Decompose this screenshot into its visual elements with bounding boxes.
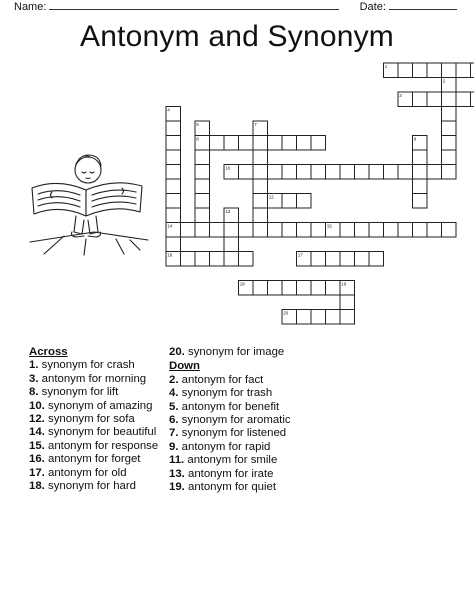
crossword-cell[interactable] xyxy=(326,281,341,296)
list-item xyxy=(169,401,309,414)
clue-text: synonym for lift xyxy=(41,386,119,399)
crossword-cell[interactable] xyxy=(166,194,181,209)
crossword-cell[interactable] xyxy=(239,136,254,151)
crossword-cell[interactable] xyxy=(282,136,297,151)
crossword-cell[interactable] xyxy=(413,63,428,78)
list-item xyxy=(29,400,159,413)
clue-number-label: 9 xyxy=(413,136,417,142)
crossword-cell[interactable] xyxy=(427,165,442,180)
crossword-cell[interactable] xyxy=(195,179,210,194)
crossword-cell[interactable] xyxy=(224,237,239,252)
crossword-cell[interactable] xyxy=(253,150,268,165)
crossword-cell[interactable] xyxy=(297,194,312,209)
crossword-cell[interactable] xyxy=(311,136,326,151)
clue-text: antonym for irate xyxy=(188,467,274,480)
clue-text: synonym for crash xyxy=(41,359,135,372)
clue-text: synonym for hard xyxy=(48,480,137,493)
crossword-cell[interactable] xyxy=(166,252,181,267)
crossword-cell[interactable] xyxy=(340,252,355,267)
across-list xyxy=(29,359,159,493)
clue-text: synonym for sofa xyxy=(48,413,135,426)
date-label: Date: xyxy=(359,1,386,13)
down-list xyxy=(169,374,309,495)
crossword-cell[interactable] xyxy=(181,223,196,238)
crossword-cell[interactable] xyxy=(195,208,210,223)
crossword-cell[interactable] xyxy=(311,281,326,296)
list-item xyxy=(169,346,309,359)
crossword-cell[interactable] xyxy=(340,223,355,238)
crossword-cell[interactable] xyxy=(166,107,181,122)
crossword-cell[interactable] xyxy=(268,194,283,209)
crossword-cell[interactable] xyxy=(471,92,474,107)
crossword-cell[interactable] xyxy=(297,165,312,180)
crossword-cell[interactable] xyxy=(326,252,341,267)
clue-text: synonym for image xyxy=(188,346,285,358)
crossword-cell[interactable] xyxy=(442,223,457,238)
crossword-cell[interactable] xyxy=(355,165,370,180)
list-item xyxy=(29,413,159,426)
clue-text: antonym for benefit xyxy=(181,400,280,413)
clue-number: 20. xyxy=(169,346,185,358)
crossword-cell[interactable] xyxy=(311,310,326,325)
crossword-cell[interactable] xyxy=(282,310,297,325)
list-item xyxy=(169,468,309,481)
crossword-cell[interactable] xyxy=(384,165,399,180)
clue-text: antonym for response xyxy=(48,439,159,452)
crossword-cell[interactable] xyxy=(297,281,312,296)
clue-number-label: 16 xyxy=(167,252,173,258)
crossword-cell[interactable] xyxy=(166,208,181,223)
crossword-cell[interactable] xyxy=(253,179,268,194)
clue-number: 12. xyxy=(29,413,45,426)
clue-number: 5. xyxy=(169,400,179,413)
list-item xyxy=(169,387,309,400)
crossword-cell[interactable] xyxy=(166,223,181,238)
crossword-cell[interactable] xyxy=(398,223,413,238)
crossword-cell[interactable] xyxy=(224,136,239,151)
crossword-cell[interactable] xyxy=(384,63,399,78)
crossword-cell[interactable] xyxy=(166,179,181,194)
crossword-cell[interactable] xyxy=(195,150,210,165)
crossword-cell[interactable] xyxy=(253,194,268,209)
clue-number: 15. xyxy=(29,439,45,452)
list-item xyxy=(169,481,309,494)
crossword-cell[interactable] xyxy=(181,252,196,267)
crossword-cell[interactable] xyxy=(282,223,297,238)
list-item xyxy=(169,454,309,467)
clue-number: 10. xyxy=(29,399,45,412)
crossword-cell[interactable] xyxy=(427,223,442,238)
crossword-cell[interactable] xyxy=(195,194,210,209)
clue-number-label: 1 xyxy=(384,64,388,70)
list-item xyxy=(29,386,159,399)
crossword-cell[interactable] xyxy=(340,165,355,180)
clue-number-label: 6 xyxy=(196,122,199,128)
crossword-cell[interactable] xyxy=(311,223,326,238)
list-item xyxy=(29,480,159,493)
clue-number: 6. xyxy=(169,414,179,427)
crossword-cell[interactable] xyxy=(224,165,239,180)
crossword-cell[interactable] xyxy=(311,252,326,267)
crossword-cell[interactable] xyxy=(369,165,384,180)
down-heading: Down xyxy=(169,360,201,373)
crossword-cell[interactable] xyxy=(210,136,225,151)
clue-number-label: 17 xyxy=(297,252,303,258)
crossword-cell[interactable] xyxy=(253,281,268,296)
page-title: Antonym and Synonym xyxy=(80,20,394,53)
crossword-cell[interactable] xyxy=(442,165,457,180)
crossword-cell[interactable] xyxy=(253,165,268,180)
crossword-cell[interactable] xyxy=(398,63,413,78)
crossword-cell[interactable] xyxy=(369,252,384,267)
crossword-cell[interactable] xyxy=(253,223,268,238)
list-item xyxy=(29,467,159,480)
clue-number: 4. xyxy=(169,387,179,400)
clue-number: 18. xyxy=(29,480,45,493)
crossword-cell[interactable] xyxy=(398,165,413,180)
crossword-cell[interactable] xyxy=(166,136,181,151)
clue-number-label: 2 xyxy=(442,78,446,84)
crossword-cell[interactable] xyxy=(355,223,370,238)
crossword-cell[interactable] xyxy=(297,310,312,325)
clue-number-label: 15 xyxy=(326,223,332,229)
crossword-cell[interactable] xyxy=(413,150,428,165)
header-line xyxy=(14,0,457,13)
crossword-cell[interactable] xyxy=(268,223,283,238)
clue-number: 1. xyxy=(29,359,39,372)
date-field[interactable] xyxy=(389,0,457,10)
crossword-cell[interactable] xyxy=(210,252,225,267)
crossword-cell[interactable] xyxy=(427,92,442,107)
crossword-cell[interactable] xyxy=(297,252,312,267)
crossword-cell[interactable] xyxy=(166,165,181,180)
across-heading: Across xyxy=(29,346,68,358)
crossword-cell[interactable] xyxy=(253,136,268,151)
list-item xyxy=(29,453,159,466)
crossword-cell[interactable] xyxy=(224,208,239,223)
list-item xyxy=(169,441,309,454)
clue-text: antonym for smile xyxy=(187,454,278,467)
crossword-cell[interactable] xyxy=(340,310,355,325)
crossword-cell[interactable] xyxy=(239,252,254,267)
crossword-cell[interactable] xyxy=(195,121,210,136)
crossword-cell[interactable] xyxy=(340,295,355,310)
clue-number: 2. xyxy=(169,373,179,386)
crossword-cell[interactable] xyxy=(384,223,399,238)
crossword-cell[interactable] xyxy=(268,281,283,296)
down-clues xyxy=(169,346,309,494)
list-item xyxy=(29,373,159,386)
crossword-cell[interactable] xyxy=(253,121,268,136)
list-item xyxy=(29,440,159,453)
crossword-cell[interactable] xyxy=(413,92,428,107)
clue-number: 7. xyxy=(169,427,179,440)
child-reading-illustration xyxy=(24,144,154,256)
clue-number-label: 14 xyxy=(167,223,173,229)
crossword-cell[interactable] xyxy=(311,165,326,180)
clue-number-label: 4 xyxy=(167,107,170,113)
crossword-cell[interactable] xyxy=(253,208,268,223)
crossword-cell[interactable] xyxy=(282,281,297,296)
crossword-cell[interactable] xyxy=(413,179,428,194)
crossword-cell[interactable] xyxy=(297,136,312,151)
across-clues xyxy=(29,346,159,493)
crossword-cell[interactable] xyxy=(166,150,181,165)
crossword-cell[interactable] xyxy=(442,121,457,136)
crossword-cell[interactable] xyxy=(239,165,254,180)
crossword-cell[interactable] xyxy=(268,136,283,151)
clue-text: antonym for forget xyxy=(48,453,141,466)
clue-text: synonym for beautiful xyxy=(48,426,157,439)
crossword-cell[interactable] xyxy=(427,63,442,78)
clue-number-label: 19 xyxy=(341,281,347,287)
clue-number-label: 7 xyxy=(254,122,257,128)
clue-number-label: 8 xyxy=(196,136,199,142)
list-item xyxy=(169,374,309,387)
clue-text: antonym for fact xyxy=(181,373,264,386)
crossword-cell[interactable] xyxy=(442,78,457,93)
list-item xyxy=(169,427,309,440)
crossword-cell[interactable] xyxy=(413,165,428,180)
crossword-cell[interactable] xyxy=(210,223,225,238)
clue-text: antonym for quiet xyxy=(188,481,277,494)
crossword-cell[interactable] xyxy=(442,136,457,151)
clue-number: 3. xyxy=(29,372,39,385)
clue-text: synonym for aromatic xyxy=(181,414,291,427)
clue-number-label: 12 xyxy=(268,194,274,200)
clue-number: 16. xyxy=(29,453,45,466)
crossword-cell[interactable] xyxy=(297,223,312,238)
clue-number-label: 13 xyxy=(225,209,231,215)
clue-number: 19. xyxy=(169,481,185,494)
crossword-cell[interactable] xyxy=(340,281,355,296)
clue-text: antonym for rapid xyxy=(181,440,271,453)
crossword-cell[interactable] xyxy=(268,165,283,180)
clue-number-label: 3 xyxy=(399,93,402,99)
crossword-cell[interactable] xyxy=(195,252,210,267)
list-item xyxy=(29,359,159,372)
crossword-cell[interactable] xyxy=(239,223,254,238)
crossword-cell[interactable] xyxy=(239,281,254,296)
crossword-cell[interactable] xyxy=(355,252,370,267)
clue-text: synonym for listened xyxy=(181,427,287,440)
crossword-cell[interactable] xyxy=(326,310,341,325)
crossword-cell[interactable] xyxy=(398,92,413,107)
list-item xyxy=(169,414,309,427)
crossword-cell[interactable] xyxy=(195,136,210,151)
name-label: Name: xyxy=(14,1,47,13)
crossword-cell[interactable] xyxy=(224,223,239,238)
clue-number: 17. xyxy=(29,466,45,479)
clue-number-label: 18 xyxy=(239,281,245,287)
crossword-cell[interactable] xyxy=(166,237,181,252)
crossword-cell[interactable] xyxy=(282,165,297,180)
crossword-cell[interactable] xyxy=(282,194,297,209)
crossword-cell[interactable] xyxy=(413,136,428,151)
clue-text: synonym for trash xyxy=(181,387,273,400)
crossword-cell[interactable] xyxy=(456,92,471,107)
crossword-cell[interactable] xyxy=(442,92,457,107)
clue-number-label: 10 xyxy=(225,165,231,171)
crossword-cell[interactable] xyxy=(471,63,474,78)
name-field[interactable] xyxy=(49,0,339,10)
crossword-cell[interactable] xyxy=(442,63,457,78)
crossword-cell[interactable] xyxy=(413,223,428,238)
clue-number: 13. xyxy=(169,467,185,480)
crossword-cell[interactable] xyxy=(326,223,341,238)
crossword-cell[interactable] xyxy=(326,165,341,180)
clue-number: 14. xyxy=(29,426,45,439)
crossword-cell[interactable] xyxy=(195,165,210,180)
clue-text: antonym for old xyxy=(48,466,127,479)
clue-number: 11. xyxy=(169,454,185,467)
crossword-cell[interactable] xyxy=(195,223,210,238)
clue-number: 8. xyxy=(29,386,39,399)
clue-text: antonym for morning xyxy=(41,372,147,385)
clue-text: synonym of amazing xyxy=(48,399,153,412)
crossword-cell[interactable] xyxy=(369,223,384,238)
list-item xyxy=(29,426,159,439)
clue-number: 9. xyxy=(169,440,179,453)
crossword-cell[interactable] xyxy=(442,150,457,165)
crossword-cell[interactable] xyxy=(442,107,457,122)
crossword-cell[interactable] xyxy=(456,63,471,78)
crossword-cell[interactable] xyxy=(224,252,239,267)
crossword-cell[interactable] xyxy=(166,121,181,136)
clue-number-label: 20 xyxy=(283,310,289,316)
crossword-cell[interactable] xyxy=(413,194,428,209)
